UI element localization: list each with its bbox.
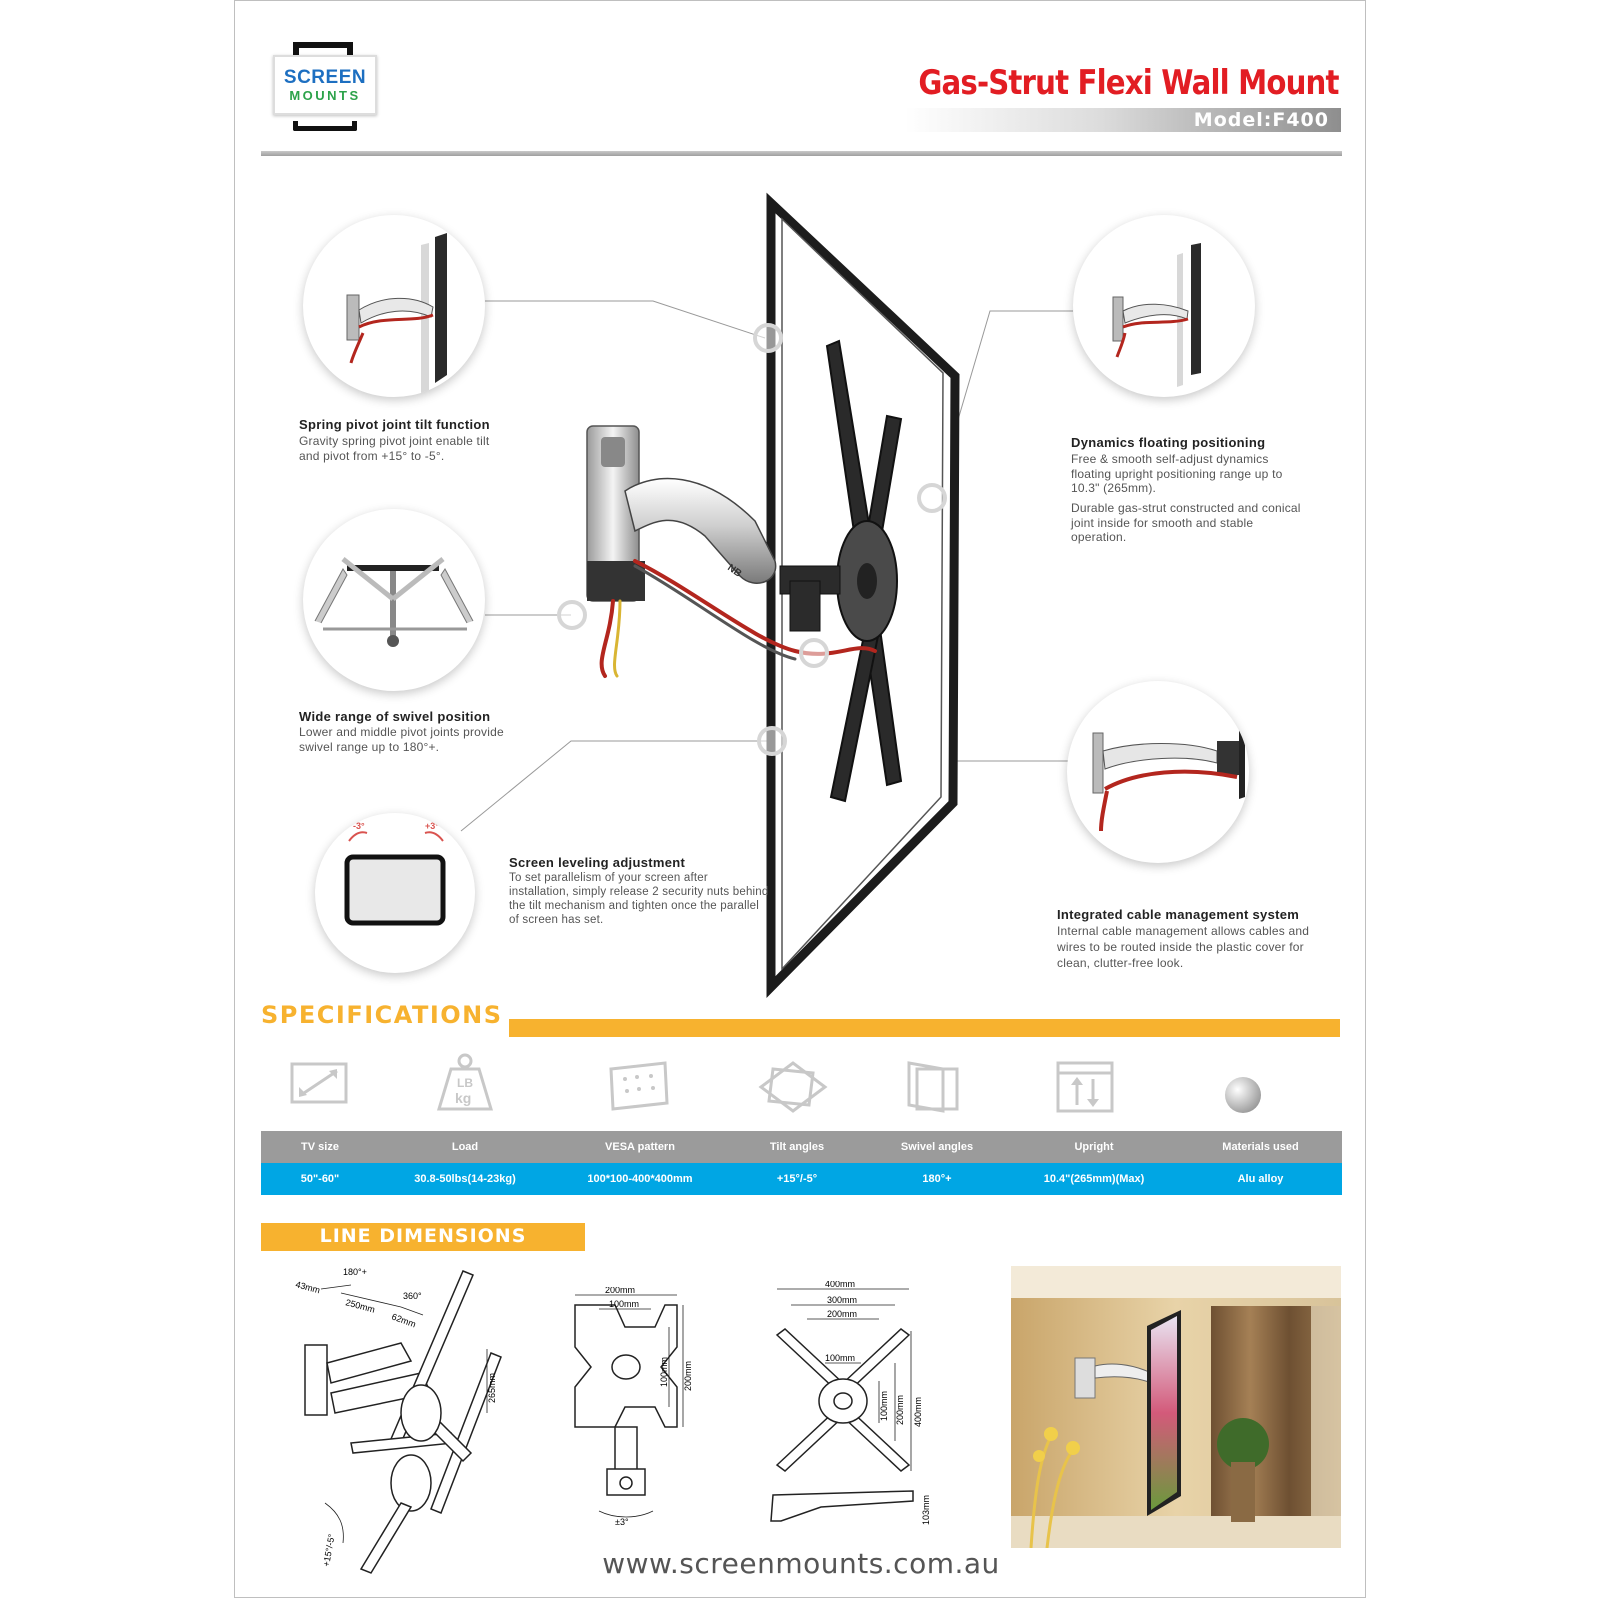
feature-image-leveling <box>315 813 475 973</box>
svg-text:180°+: 180°+ <box>343 1267 367 1277</box>
svg-text:200mm: 200mm <box>605 1287 636 1295</box>
svg-text:62mm: 62mm <box>390 1311 418 1330</box>
dimension-drawing-vesa-large <box>761 1281 941 1541</box>
product-sheet <box>234 0 1366 1598</box>
svg-text:100mm: 100mm <box>659 1356 669 1387</box>
spec-header-tv-size: TV size <box>301 1141 339 1153</box>
svg-text:103mm: 103mm <box>921 1494 931 1525</box>
feature-swivel-text: Lower and middle pivot joints provide swivel range up to 180°+. <box>299 725 504 754</box>
feature-cable-text: Internal cable management allows cables and wires to be routed inside the plastic cover for clean, clutter-free look. <box>1057 924 1310 970</box>
svg-text:400mm: 400mm <box>825 1281 856 1289</box>
swivel-angles-icon <box>903 1059 963 1115</box>
feature-floating-heading: Dynamics floating positioning <box>1071 435 1266 450</box>
specifications-rule <box>509 1019 1340 1037</box>
spec-header-load: Load <box>451 1141 479 1153</box>
logo-word-mounts: MOUNTS <box>289 88 361 103</box>
specifications-title: SPECIFICATIONS <box>261 1001 503 1029</box>
svg-text:300mm: 300mm <box>827 1295 858 1305</box>
feature-tilt-text: Gravity spring pivot joint enable tilt and pivot from +15° to -5°. <box>299 434 490 463</box>
feature-swivel-heading: Wide range of swivel position <box>299 709 491 724</box>
dimension-drawing-vesa-small <box>565 1287 725 1527</box>
svg-text:43mm: 43mm <box>294 1279 322 1296</box>
svg-text:±3°: ±3° <box>615 1517 629 1527</box>
svg-text:200mm: 200mm <box>895 1394 905 1425</box>
logo-word-screen: SCREEN <box>283 67 367 88</box>
feature-image-floating <box>1073 215 1255 397</box>
svg-text:250mm: 250mm <box>344 1297 377 1315</box>
feature-leveling-heading: Screen leveling adjustment <box>509 855 686 870</box>
svg-text:200mm: 200mm <box>827 1309 858 1319</box>
feature-floating-text-2: Durable gas-strut constructed and conical joint inside for smooth and stable operation. <box>1071 501 1301 544</box>
materials-icon <box>1223 1075 1263 1115</box>
feature-leveling-text: To set parallelism of your screen after installation, simply release 2 security nuts behind the tilt mechanism and tighten once the parallel of screen has set. <box>509 872 769 926</box>
svg-text:200mm: 200mm <box>683 1360 693 1391</box>
website-url[interactable]: www.screenmounts.com.au <box>602 1547 1000 1580</box>
feature-floating-text: Free & smooth self-adjust dynamics floating upright positioning range up to 10.3" (265mm). <box>1071 452 1283 495</box>
svg-text:-3°: -3° <box>353 821 365 831</box>
svg-text:100mm: 100mm <box>825 1353 856 1363</box>
svg-text:100mm: 100mm <box>879 1390 889 1421</box>
upright-icon <box>1055 1059 1115 1115</box>
dimension-drawing-side <box>291 1263 521 1583</box>
svg-text:360°: 360° <box>403 1291 422 1301</box>
model-number: Model:F400 <box>1193 109 1329 131</box>
feature-image-tilt <box>303 215 485 397</box>
load-icon <box>435 1053 495 1113</box>
svg-text:+3°: +3° <box>425 821 439 831</box>
product-title: Gas-Strut Flexi Wall Mount <box>918 63 1339 103</box>
feature-tilt-heading: Spring pivot joint tilt function <box>299 417 490 432</box>
spec-header-upright: Upright <box>1074 1141 1114 1153</box>
spec-header-row <box>261 1131 1342 1163</box>
spec-header-swivel: Swivel angles <box>900 1141 974 1153</box>
feature-image-cable <box>1067 681 1249 863</box>
spec-value-swivel: 180°+ <box>922 1173 952 1185</box>
spec-value-load: 30.8-50lbs(14-23kg) <box>414 1173 516 1185</box>
line-dimensions-title: LINE DIMENSIONS <box>319 1225 527 1247</box>
spec-header-vesa: VESA pattern <box>605 1141 675 1153</box>
spec-value-upright: 10.4"(265mm)(Max) <box>1043 1173 1145 1185</box>
svg-text:NB: NB <box>725 562 744 580</box>
tv-size-icon <box>289 1059 349 1107</box>
vesa-pattern-icon <box>607 1059 671 1111</box>
spec-value-vesa: 100*100-400*400mm <box>587 1173 693 1185</box>
spec-header-materials: Materials used <box>1222 1141 1299 1153</box>
svg-text:400mm: 400mm <box>913 1396 923 1427</box>
svg-text:kg: kg <box>455 1090 472 1106</box>
svg-text:+15°/-5°: +15°/-5° <box>321 1533 337 1568</box>
spec-value-row <box>261 1163 1342 1195</box>
feature-cable-heading: Integrated cable management system <box>1057 907 1300 922</box>
spec-value-materials: Alu alloy <box>1237 1173 1284 1185</box>
tilt-angles-icon <box>757 1059 829 1115</box>
svg-text:265mm: 265mm <box>487 1372 497 1403</box>
spec-value-tv-size: 50"-60" <box>300 1173 340 1185</box>
feature-image-swivel <box>303 509 485 691</box>
svg-text:LB: LB <box>457 1076 473 1090</box>
svg-text:100mm: 100mm <box>609 1299 640 1309</box>
spec-value-tilt: +15°/-5° <box>776 1173 818 1185</box>
room-installation-photo <box>1011 1266 1341 1548</box>
spec-header-tilt: Tilt angles <box>769 1141 825 1153</box>
